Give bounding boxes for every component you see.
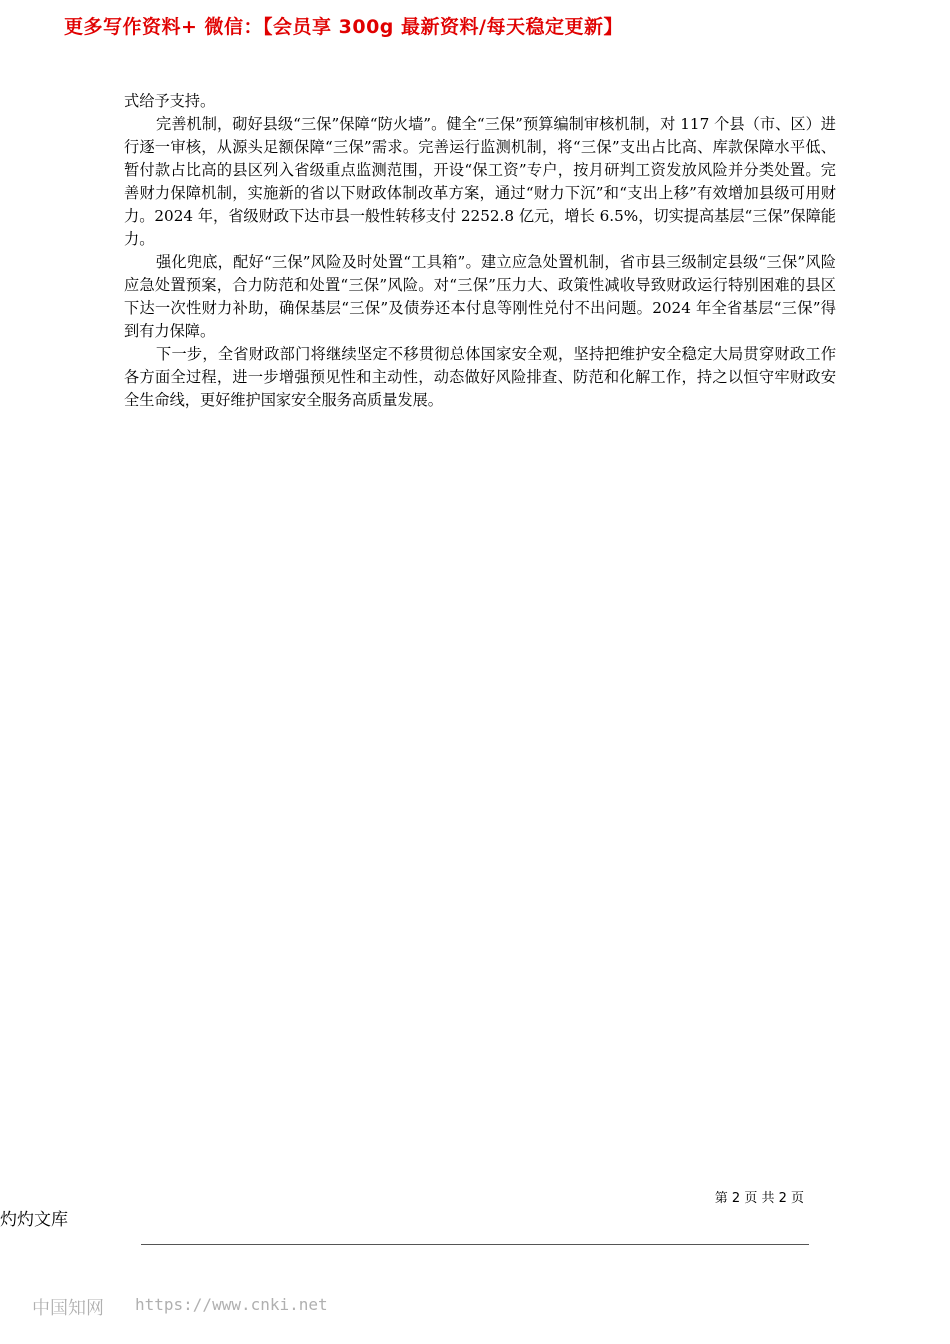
library-name: 灼灼文库 [0,1210,68,1230]
paragraph-safety-net: 强化兜底，配好“三保”风险及时处置“工具箱”。建立应急处置机制，省市县三级制定县级“三保”风险应急处置预案，合力防范和处置“三保”风险。对“三保”压力大、政策性减收导致财政运行特别困难的县区下达一次性财力补助，确保基层“三保”及债券还本付息等刚性兑付不出问题。2024 年全省基层“三保”得到有力保障。 [124,253,836,340]
watermark-cnki-url: https://www.cnki.net [135,1295,328,1314]
watermark-cnki-name: 中国知网 [32,1298,104,1319]
footer-divider [141,1244,809,1245]
promo-banner: 更多写作资料+ 微信：【会员享 300g 最新资料/每天稳定更新】 [64,16,623,38]
paragraph-mechanism: 完善机制，砌好县级“三保”保障“防火墙”。健全“三保”预算编制审核机制，对 117 个县（市、区）进行逐一审核，从源头足额保障“三保”需求。完善运行监测机制，将“三保”支出占比高、库款保障水平低、暂付款占比高的县区列入省级重点监测范围，开设“保工资”专户，按月研判工资发放风险并分类处置。完善财力保障机制，实施新的省以下财政体制改革方案，通过“财力下沉”和“支出上移”有效增加县级可用财力。2024 年，省级财政下达市县一般性转移支付 2252.8 亿元，增长 6.5%，切实提高基层“三保”保障能力。 [124,115,836,248]
document-body [124,90,836,412]
paragraph-continuation: 式给予支持。 [124,92,216,110]
paragraph-next-steps: 下一步，全省财政部门将继续坚定不移贯彻总体国家安全观，坚持把维护安全稳定大局贯穿财政工作各方面全过程，进一步增强预见性和主动性，动态做好风险排查、防范和化解工作，持之以恒守牢财政安全生命线，更好维护国家安全服务高质量发展。 [124,345,836,409]
page-number: 第 2 页 共 2 页 [714,1191,804,1206]
